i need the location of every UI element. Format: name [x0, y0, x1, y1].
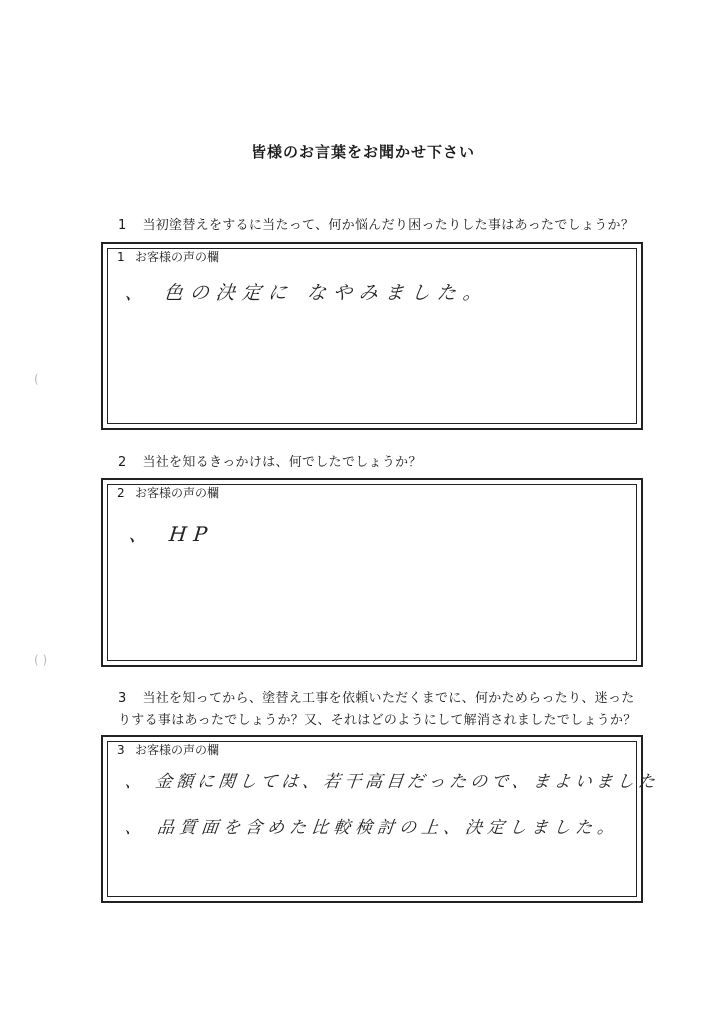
answer-box-1 [101, 242, 643, 430]
question-number: 2 [118, 455, 127, 470]
question-3-line-2: りする事はあったでしょうか？又、それはどのようにして解消されましたでしょうか？ [118, 713, 637, 728]
question-text: 当社を知ってから、塗替え工事を依頼いただくまでに、何かためらったり、迷った [142, 691, 635, 706]
box-label-text: お客様の声の欄 [135, 250, 220, 264]
page-title: 皆様のお言葉をお聞かせ下さい [250, 143, 475, 161]
handwritten-answer: 、 色の決定に なやみました。 [123, 282, 491, 304]
answer-box-2 [101, 478, 643, 667]
box-label-number: 2 [117, 486, 125, 500]
box-label-number: 1 [117, 250, 125, 264]
question-2 [118, 452, 638, 474]
box-label-text: お客様の声の欄 [135, 743, 220, 757]
question-text: 当初塗替えをするに当たって、何か悩んだり困ったりした事はあったでしょうか？ [142, 218, 635, 233]
question-number: 1 [118, 218, 127, 233]
handwritten-answer: 、 品質面を含めた比較検討の上、決定しました。 [123, 818, 621, 838]
box-label-text: お客様の声の欄 [135, 486, 220, 500]
scan-speck: ( ) [34, 653, 48, 667]
answer-box-inner [107, 484, 637, 661]
box-label [117, 484, 219, 501]
handwritten-answer: 、 HP [127, 522, 216, 546]
handwritten-answer: 、 金額に関しては、若干高目だったので、まよいました [123, 772, 660, 792]
box-label [117, 741, 219, 758]
question-1 [118, 215, 638, 237]
answer-box-3 [101, 735, 660, 903]
scan-speck: ( [34, 372, 39, 386]
question-3 [118, 688, 638, 710]
question-number: 3 [118, 691, 127, 706]
box-label [117, 248, 219, 265]
question-text: 当社を知るきっかけは、何でしたでしょうか？ [142, 455, 422, 470]
answer-box-inner [107, 248, 637, 424]
box-label-number: 3 [117, 743, 125, 757]
